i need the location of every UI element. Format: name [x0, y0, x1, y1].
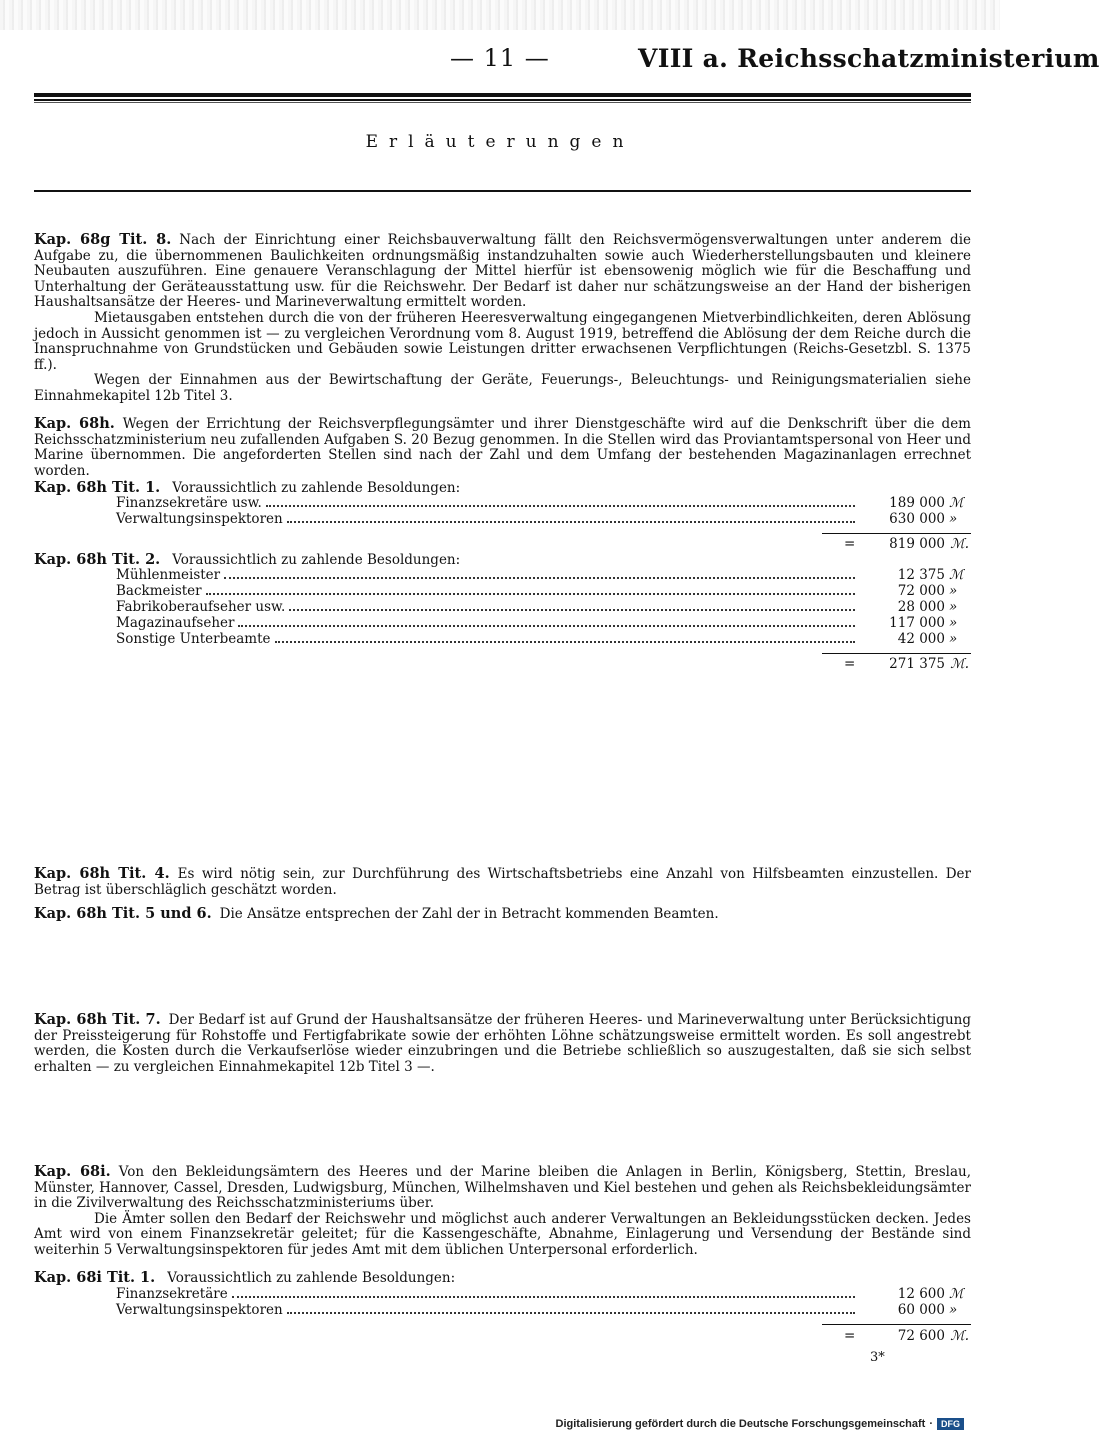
- paragraph-text: Es wird nötig sein, zur Durchführung des Wirtschaftsbetriebs eine Anzahl von Hilfsbeamten einzustellen. Der Betrag ist überschläglich geschätzt worden.: [34, 866, 971, 898]
- row-amount: 117 000: [889, 615, 945, 631]
- total-amount: 819 000: [889, 536, 945, 552]
- row-unit: »: [949, 583, 958, 599]
- total-sign: =: [844, 656, 856, 672]
- table-68i-tit-1: [116, 1287, 971, 1319]
- page-header: [430, 44, 1100, 78]
- row-label: Finanzsekretäre: [116, 1286, 228, 1302]
- table-row: [116, 1303, 971, 1319]
- dfg-logo: DFG: [937, 1418, 964, 1430]
- row-unit: ℳ: [949, 567, 964, 583]
- table-heading-68h-tit-2: [34, 552, 971, 568]
- table-row: [116, 512, 971, 528]
- paragraph-lead: Kap. 68i.: [34, 1163, 111, 1180]
- row-label: Backmeister: [116, 583, 202, 599]
- paragraph-kap-68h-tit-7: [34, 1012, 971, 1075]
- total-rule: [822, 533, 971, 534]
- scan-edge: [0, 0, 1000, 30]
- total-unit: ℳ.: [950, 1328, 969, 1344]
- table-row: [116, 1287, 971, 1303]
- table-lead: Kap. 68i Tit. 1.: [34, 1269, 156, 1286]
- row-unit: ℳ: [949, 1286, 964, 1302]
- table-lead: Kap. 68h Tit. 1.: [34, 479, 161, 496]
- paragraph-kap-68h-tit-4: [34, 866, 971, 898]
- row-label: Mühlenmeister: [116, 567, 221, 583]
- row-label: Finanzsekretäre usw.: [116, 495, 262, 511]
- row-amount: 189 000: [889, 495, 945, 511]
- dot-leader: [287, 1312, 855, 1314]
- total-rule: [822, 653, 971, 654]
- paragraph-text: Die Ansätze entsprechen der Zahl der in Betracht kommenden Beamten.: [219, 906, 719, 922]
- row-amount: 28 000: [897, 599, 945, 615]
- paragraph-kap-68g-tit-8: [34, 232, 971, 405]
- paragraph-kap-68h: [34, 416, 971, 479]
- paragraph-lead: Kap. 68h Tit. 5 und 6.: [34, 905, 212, 922]
- page-number: — 11 —: [450, 44, 550, 72]
- row-unit: »: [949, 511, 958, 527]
- signature-mark: 3*: [870, 1350, 885, 1365]
- header-rule: [34, 102, 971, 103]
- table-heading-68i-tit-1: [34, 1270, 971, 1286]
- digitization-footer: [556, 1418, 964, 1430]
- paragraph-lead: Kap. 68g Tit. 8.: [34, 231, 172, 248]
- row-unit: »: [949, 1302, 958, 1318]
- row-unit: »: [949, 631, 958, 647]
- section-rule: [34, 190, 971, 192]
- row-label: Sonstige Unterbeamte: [116, 631, 271, 647]
- row-label: Verwaltungsinspektoren: [116, 511, 283, 527]
- total-sign: =: [844, 1328, 856, 1344]
- total-amount: 271 375: [889, 656, 945, 672]
- paragraph-text: Wegen der Errichtung der Reichsverpflegungsämter und ihrer Dienstgeschäfte wird auf die Denkschrift über die dem Reichsschatzministerium neu zufallenden Aufgaben S. 20 Bezug genommen. In die Stellen wird das Proviantamtspersonal von Heer und Marine übernommen. Die angeforderten Stellen sind nach der Zahl und dem Umfang der bestehenden Magazinanlagen errechnet worden.: [34, 416, 971, 479]
- paragraph-text: Mietausgaben entstehen durch die von der früheren Heeresverwaltung eingegangenen Mietverbindlichkeiten, deren Ablösung jedoch in Aussicht genommen ist — zu vergleichen Verordnung vom 8. August 1919, betreffend die Ablösung der dem Reiche durch die Inanspruchnahme von Grundstücken und Gebäuden sowie Leistungen dritter erwachsenen Verpflichtungen (Reichs-Gesetzbl. S. 1375 ff.).: [34, 309, 971, 373]
- section-heading: Erläuterungen: [365, 132, 635, 152]
- paragraph-text: Wegen der Einnahmen aus der Bewirtschaftung der Geräte, Feuerungs-, Beleuchtungs- und Reinigungsmaterialien siehe Einnahmekapitel 12b Titel 3.: [34, 372, 971, 404]
- row-label: Verwaltungsinspektoren: [116, 1302, 283, 1318]
- running-title: VIII a. Reichsschatzministerium: [638, 44, 1100, 73]
- total-unit: ℳ.: [950, 536, 969, 552]
- row-amount: 60 000: [897, 1302, 945, 1318]
- footer-separator: ·: [929, 1418, 933, 1430]
- paragraph-text: Der Bedarf ist auf Grund der Haushaltsansätze der früheren Heeres- und Marineverwaltung unter Berücksichtigung der Preissteigerung für Rohstoffe und Fertigfabrikate sowie der erhöhten Löhne schätzungsweise ermittelt worden. Es soll angestrebt werden, die Kosten durch die Verkaufserlöse wieder einzubringen und die Betriebe schließlich so auszugestalten, daß sie sich selbst erhalten — zu vergleichen Einnahmekapitel 12b Titel 3 —.: [34, 1012, 972, 1075]
- row-amount: 630 000: [889, 511, 945, 527]
- header-rule: [34, 93, 971, 97]
- row-amount: 12 600: [897, 1286, 945, 1302]
- table-row: [116, 616, 971, 632]
- table-row: [116, 568, 971, 584]
- paragraph-text: Die Ämter sollen den Bedarf der Reichswehr und möglichst auch anderer Verwaltungen an Bekleidungsstücken decken. Jedes Amt wird von einem Finanzsekretär geleitet; für die Kassengeschäfte, Abnahme, Einlagerung und Versendung der Bestände sind weiterhin 5 Verwaltungsinspektoren für jedes Amt mit dem üblichen Unterpersonal erforderlich.: [34, 1210, 971, 1258]
- dot-leader: [289, 609, 855, 611]
- dot-leader: [266, 505, 855, 507]
- table-caption: Voraussichtlich zu zahlende Besoldungen:: [172, 552, 461, 568]
- total-rule: [822, 1324, 971, 1325]
- paragraph-kap-68i: [34, 1164, 971, 1259]
- total-unit: ℳ.: [950, 656, 969, 672]
- table-row: [116, 600, 971, 616]
- row-unit: »: [949, 599, 958, 615]
- row-unit: »: [949, 615, 958, 631]
- dot-leader: [275, 641, 856, 643]
- table-row: [116, 496, 971, 512]
- footer-text: Digitalisierung gefördert durch die Deutsche Forschungsgemeinschaft: [555, 1418, 926, 1430]
- dot-leader: [238, 625, 855, 627]
- header-rule: [34, 99, 971, 101]
- paragraph-lead: Kap. 68h.: [34, 415, 115, 432]
- row-amount: 42 000: [897, 631, 945, 647]
- table-caption: Voraussichtlich zu zahlende Besoldungen:: [167, 1270, 456, 1286]
- paragraph-text: Von den Bekleidungsämtern des Heeres und der Marine bleiben die Anlagen in Berlin, Königsberg, Stettin, Breslau, Münster, Hannover, Cassel, Dresden, Ludwigsburg, München, Wilhelmshaven und Kiel bestehen und gehen als Reichsbekleidungsämter in die Zivilverwaltung des Reichsschatzministeriums über.: [34, 1164, 972, 1212]
- table-68h-tit-2: [116, 568, 971, 648]
- paragraph-lead: Kap. 68h Tit. 7.: [34, 1011, 161, 1028]
- table-row: [116, 632, 971, 648]
- row-amount: 12 375: [897, 567, 945, 583]
- paragraph-kap-68h-tit-5-6: [34, 906, 971, 923]
- row-amount: 72 000: [897, 583, 945, 599]
- paragraph-text: Nach der Einrichtung einer Reichsbauverwaltung fällt den Reichsvermögensverwaltungen unter anderem die Aufgabe zu, die übernommenen Baulichkeiten ordnungsmäßig instandzuhalten sowie auch Wiederherstellungsbauten und kleinere Neubauten auszuführen. Eine genauere Veranschlagung der Mittel hierfür ist ebensowenig möglich wie für die Beschaffung und Unterhaltung der Geräteausstattung usw. für die Reichswehr. Der Bedarf ist daher nur schätzungsweise an der Hand der bisherigen Haushaltsansätze der Heeres- und Marineverwaltung ermittelt worden.: [34, 232, 972, 311]
- dot-leader: [224, 577, 855, 579]
- dot-leader: [206, 593, 855, 595]
- table-heading-68h-tit-1: [34, 480, 971, 496]
- total-amount: 72 600: [897, 1328, 945, 1344]
- row-unit: ℳ: [949, 495, 964, 511]
- row-label: Magazinaufseher: [116, 615, 235, 631]
- dot-leader: [287, 521, 855, 523]
- dot-leader: [232, 1296, 855, 1298]
- row-label: Fabrikoberaufseher usw.: [116, 599, 286, 615]
- table-68h-tit-1: [116, 496, 971, 528]
- paragraph-lead: Kap. 68h Tit. 4.: [34, 865, 170, 882]
- table-caption: Voraussichtlich zu zahlende Besoldungen:: [172, 480, 461, 496]
- table-lead: Kap. 68h Tit. 2.: [34, 551, 161, 568]
- total-sign: =: [844, 536, 856, 552]
- table-row: [116, 584, 971, 600]
